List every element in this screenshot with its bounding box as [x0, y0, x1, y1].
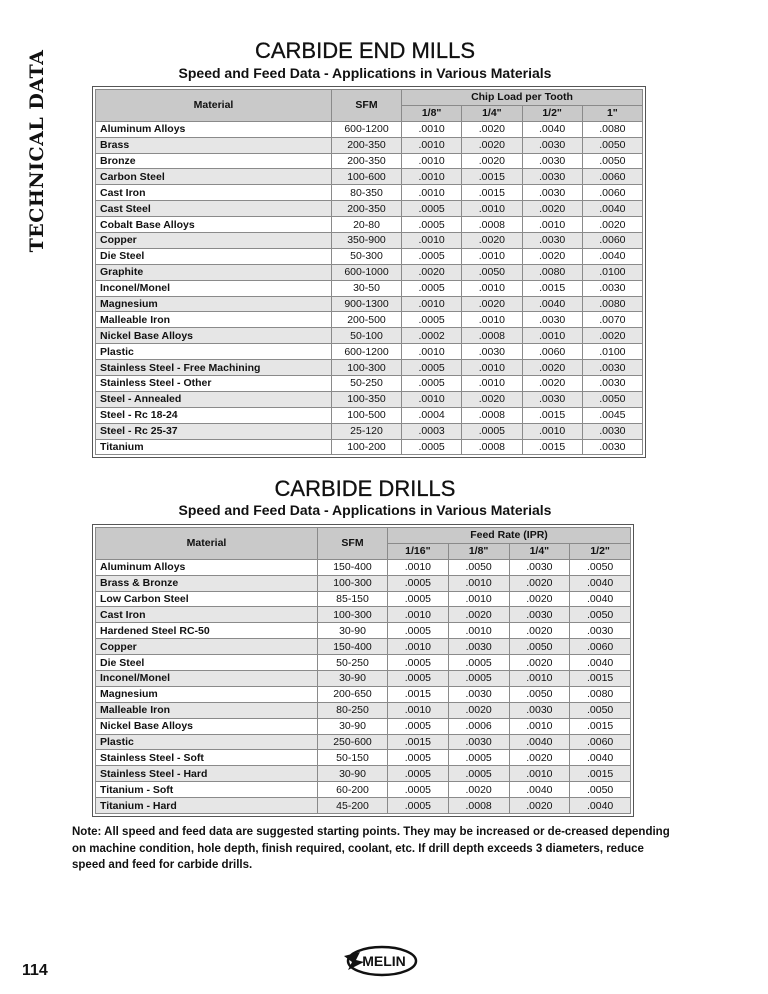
header-size: 1/8"	[448, 543, 509, 559]
material-cell: Magnesium	[96, 296, 332, 312]
value-cell: .0003	[402, 423, 462, 439]
table-row	[96, 185, 643, 201]
value-cell: .0005	[402, 360, 462, 376]
material-cell: Cast Iron	[96, 607, 318, 623]
value-cell: .0010	[388, 702, 449, 718]
table-row	[96, 376, 643, 392]
sfm-cell: 85-150	[318, 591, 388, 607]
value-cell: .0040	[509, 734, 570, 750]
value-cell: .0080	[570, 686, 631, 702]
value-cell: .0005	[388, 591, 449, 607]
value-cell: .0050	[582, 391, 642, 407]
table-row	[96, 423, 643, 439]
section-side-label: TECHNICAL DATA	[26, 49, 48, 253]
header-size: 1/4"	[462, 105, 522, 121]
value-cell: .0008	[462, 328, 522, 344]
value-cell: .0070	[582, 312, 642, 328]
value-cell: .0020	[509, 655, 570, 671]
sfm-cell: 30-90	[318, 623, 388, 639]
table-row	[96, 344, 643, 360]
material-cell: Inconel/Monel	[96, 671, 318, 687]
value-cell: .0050	[509, 639, 570, 655]
value-cell: .0060	[582, 185, 642, 201]
value-cell: .0010	[462, 248, 522, 264]
value-cell: .0030	[582, 280, 642, 296]
value-cell: .0030	[509, 607, 570, 623]
value-cell: .0030	[582, 423, 642, 439]
sfm-cell: 600-1000	[332, 264, 402, 280]
value-cell: .0040	[522, 121, 582, 137]
value-cell: .0015	[388, 686, 449, 702]
header-size: 1/8"	[402, 105, 462, 121]
material-cell: Cobalt Base Alloys	[96, 217, 332, 233]
value-cell: .0005	[388, 655, 449, 671]
material-cell: Malleable Iron	[96, 702, 318, 718]
material-cell: Carbon Steel	[96, 169, 332, 185]
value-cell: .0030	[582, 376, 642, 392]
sfm-cell: 45-200	[318, 798, 388, 814]
sfm-cell: 600-1200	[332, 121, 402, 137]
value-cell: .0040	[582, 201, 642, 217]
value-cell: .0030	[509, 702, 570, 718]
value-cell: .0010	[402, 153, 462, 169]
value-cell: .0015	[570, 718, 631, 734]
value-cell: .0010	[388, 607, 449, 623]
value-cell: .0006	[448, 718, 509, 734]
value-cell: .0008	[462, 439, 522, 455]
material-cell: Aluminum Alloys	[96, 559, 318, 575]
value-cell: .0050	[509, 686, 570, 702]
logo-text: MELIN	[362, 953, 406, 969]
sfm-cell: 150-400	[318, 639, 388, 655]
value-cell: .0010	[509, 718, 570, 734]
value-cell: .0060	[582, 233, 642, 249]
material-cell: Graphite	[96, 264, 332, 280]
value-cell: .0010	[448, 623, 509, 639]
value-cell: .0005	[448, 766, 509, 782]
material-cell: Low Carbon Steel	[96, 591, 318, 607]
value-cell: .0030	[509, 559, 570, 575]
value-cell: .0015	[522, 280, 582, 296]
material-cell: Steel - Annealed	[96, 391, 332, 407]
material-cell: Die Steel	[96, 655, 318, 671]
value-cell: .0020	[462, 391, 522, 407]
value-cell: .0020	[402, 264, 462, 280]
value-cell: .0020	[448, 607, 509, 623]
end-mills-subtitle: Speed and Feed Data - Applications in Various Materials	[178, 65, 552, 81]
value-cell: .0010	[402, 121, 462, 137]
value-cell: .0050	[448, 559, 509, 575]
material-cell: Brass & Bronze	[96, 575, 318, 591]
material-cell: Hardened Steel RC-50	[96, 623, 318, 639]
table-row	[96, 798, 631, 814]
value-cell: .0020	[448, 702, 509, 718]
material-cell: Nickel Base Alloys	[96, 328, 332, 344]
value-cell: .0080	[582, 296, 642, 312]
value-cell: .0010	[448, 575, 509, 591]
page-number: 114	[22, 962, 48, 979]
value-cell: .0030	[522, 185, 582, 201]
value-cell: .0100	[582, 264, 642, 280]
value-cell: .0010	[402, 169, 462, 185]
table-row	[96, 312, 643, 328]
value-cell: .0020	[462, 233, 522, 249]
value-cell: .0005	[448, 750, 509, 766]
table-row	[96, 280, 643, 296]
material-cell: Stainless Steel - Soft	[96, 750, 318, 766]
table-row	[96, 575, 631, 591]
table-row	[96, 766, 631, 782]
sfm-cell: 30-50	[332, 280, 402, 296]
value-cell: .0040	[570, 591, 631, 607]
value-cell: .0040	[570, 575, 631, 591]
value-cell: .0050	[570, 559, 631, 575]
value-cell: .0005	[388, 718, 449, 734]
table-row	[96, 559, 631, 575]
material-cell: Cast Iron	[96, 185, 332, 201]
header-feed-rate: Feed Rate (IPR)	[388, 528, 631, 544]
value-cell: .0010	[522, 217, 582, 233]
sfm-cell: 60-200	[318, 782, 388, 798]
value-cell: .0030	[448, 734, 509, 750]
value-cell: .0030	[448, 639, 509, 655]
value-cell: .0020	[582, 328, 642, 344]
table-row	[96, 750, 631, 766]
value-cell: .0015	[522, 407, 582, 423]
drills-table	[92, 524, 634, 817]
material-cell: Stainless Steel - Free Machining	[96, 360, 332, 376]
value-cell: .0020	[509, 591, 570, 607]
sfm-cell: 100-300	[318, 607, 388, 623]
header-size: 1/4"	[509, 543, 570, 559]
company-logo	[340, 940, 420, 982]
material-cell: Titanium - Soft	[96, 782, 318, 798]
material-cell: Titanium	[96, 439, 332, 455]
value-cell: .0005	[388, 798, 449, 814]
value-cell: .0015	[522, 439, 582, 455]
sfm-cell: 50-300	[332, 248, 402, 264]
value-cell: .0020	[582, 217, 642, 233]
table-row	[96, 391, 643, 407]
end-mills-table	[92, 86, 646, 458]
value-cell: .0040	[522, 296, 582, 312]
value-cell: .0005	[388, 671, 449, 687]
value-cell: .0020	[462, 121, 522, 137]
sfm-cell: 25-120	[332, 423, 402, 439]
table-row	[96, 702, 631, 718]
value-cell: .0005	[388, 766, 449, 782]
value-cell: .0030	[522, 153, 582, 169]
value-cell: .0010	[402, 391, 462, 407]
value-cell: .0005	[402, 376, 462, 392]
value-cell: .0015	[462, 169, 522, 185]
value-cell: .0050	[570, 782, 631, 798]
header-size: 1"	[582, 105, 642, 121]
value-cell: .0015	[570, 766, 631, 782]
sfm-cell: 80-250	[318, 702, 388, 718]
value-cell: .0005	[448, 671, 509, 687]
value-cell: .0008	[462, 407, 522, 423]
sfm-cell: 30-90	[318, 718, 388, 734]
sfm-cell: 200-650	[318, 686, 388, 702]
value-cell: .0030	[582, 360, 642, 376]
value-cell: .0045	[582, 407, 642, 423]
value-cell: .0050	[462, 264, 522, 280]
value-cell: .0005	[402, 312, 462, 328]
value-cell: .0010	[402, 296, 462, 312]
material-cell: Die Steel	[96, 248, 332, 264]
sfm-cell: 100-300	[318, 575, 388, 591]
table-row	[96, 607, 631, 623]
value-cell: .0015	[570, 671, 631, 687]
value-cell: .0060	[522, 344, 582, 360]
sfm-cell: 600-1200	[332, 344, 402, 360]
value-cell: .0004	[402, 407, 462, 423]
value-cell: .0005	[448, 655, 509, 671]
sfm-cell: 350-900	[332, 233, 402, 249]
value-cell: .0020	[522, 248, 582, 264]
sfm-cell: 100-500	[332, 407, 402, 423]
value-cell: .0060	[570, 734, 631, 750]
material-cell: Inconel/Monel	[96, 280, 332, 296]
sfm-cell: 50-250	[332, 376, 402, 392]
material-cell: Stainless Steel - Other	[96, 376, 332, 392]
value-cell: .0015	[388, 734, 449, 750]
sfm-cell: 30-90	[318, 671, 388, 687]
header-chip-load: Chip Load per Tooth	[402, 90, 643, 106]
table-row	[96, 655, 631, 671]
value-cell: .0010	[462, 201, 522, 217]
table-row	[96, 248, 643, 264]
value-cell: .0010	[509, 766, 570, 782]
value-cell: .0030	[462, 344, 522, 360]
sfm-cell: 30-90	[318, 766, 388, 782]
table-row	[96, 233, 643, 249]
table-row	[96, 137, 643, 153]
value-cell: .0010	[522, 328, 582, 344]
sfm-cell: 80-350	[332, 185, 402, 201]
value-cell: .0008	[462, 217, 522, 233]
value-cell: .0010	[522, 423, 582, 439]
material-cell: Copper	[96, 233, 332, 249]
table-row	[96, 782, 631, 798]
footnote: Note: All speed and feed data are suggested starting points. They may be increased or de-creased depending on machine condition, hole depth, finish required, coolant, etc. If drill depth exceeds 3 diameters, reduce speed and feed for carbide drills.	[72, 826, 670, 871]
sfm-cell: 900-1300	[332, 296, 402, 312]
drills-subtitle: Speed and Feed Data - Applications in Various Materials	[178, 502, 552, 518]
material-cell: Nickel Base Alloys	[96, 718, 318, 734]
value-cell: .0040	[509, 782, 570, 798]
material-cell: Malleable Iron	[96, 312, 332, 328]
value-cell: .0020	[462, 296, 522, 312]
material-cell: Cast Steel	[96, 201, 332, 217]
table-row	[96, 153, 643, 169]
material-cell: Magnesium	[96, 686, 318, 702]
table-row	[96, 439, 643, 455]
value-cell: .0030	[522, 312, 582, 328]
value-cell: .0060	[570, 639, 631, 655]
table-row	[96, 407, 643, 423]
header-material: Material	[96, 90, 332, 122]
value-cell: .0010	[462, 376, 522, 392]
sfm-cell: 100-300	[332, 360, 402, 376]
table-row	[96, 686, 631, 702]
value-cell: .0050	[582, 153, 642, 169]
table-row	[96, 201, 643, 217]
sfm-cell: 200-350	[332, 153, 402, 169]
value-cell: .0040	[570, 655, 631, 671]
value-cell: .0002	[402, 328, 462, 344]
table-row	[96, 360, 643, 376]
table-row	[96, 591, 631, 607]
value-cell: .0040	[582, 248, 642, 264]
value-cell: .0010	[388, 559, 449, 575]
material-cell: Brass	[96, 137, 332, 153]
value-cell: .0060	[582, 169, 642, 185]
material-cell: Titanium - Hard	[96, 798, 318, 814]
material-cell: Steel - Rc 25-37	[96, 423, 332, 439]
sfm-cell: 200-350	[332, 137, 402, 153]
value-cell: .0015	[462, 185, 522, 201]
value-cell: .0010	[448, 591, 509, 607]
sfm-cell: 50-250	[318, 655, 388, 671]
material-cell: Copper	[96, 639, 318, 655]
value-cell: .0005	[402, 217, 462, 233]
value-cell: .0010	[402, 233, 462, 249]
value-cell: .0010	[388, 639, 449, 655]
header-sfm: SFM	[332, 90, 402, 122]
material-cell: Plastic	[96, 734, 318, 750]
value-cell: .0010	[402, 185, 462, 201]
value-cell: .0010	[402, 344, 462, 360]
table-row	[96, 328, 643, 344]
material-cell: Stainless Steel - Hard	[96, 766, 318, 782]
material-cell: Steel - Rc 18-24	[96, 407, 332, 423]
header-material: Material	[96, 528, 318, 560]
table-row	[96, 296, 643, 312]
value-cell: .0030	[582, 439, 642, 455]
end-mills-title: CARBIDE END MILLS	[254, 38, 476, 63]
drills-title: CARBIDE DRILLS	[274, 476, 456, 501]
value-cell: .0020	[509, 575, 570, 591]
value-cell: .0005	[402, 280, 462, 296]
value-cell: .0020	[522, 376, 582, 392]
value-cell: .0050	[570, 607, 631, 623]
value-cell: .0030	[522, 391, 582, 407]
value-cell: .0010	[462, 312, 522, 328]
sfm-cell: 20-80	[332, 217, 402, 233]
value-cell: .0050	[570, 702, 631, 718]
sfm-cell: 50-150	[318, 750, 388, 766]
material-cell: Bronze	[96, 153, 332, 169]
sfm-cell: 100-600	[332, 169, 402, 185]
value-cell: .0005	[462, 423, 522, 439]
value-cell: .0005	[388, 623, 449, 639]
value-cell: .0005	[402, 201, 462, 217]
value-cell: .0005	[388, 750, 449, 766]
value-cell: .0005	[388, 575, 449, 591]
table-row	[96, 121, 643, 137]
value-cell: .0010	[462, 360, 522, 376]
table-row	[96, 623, 631, 639]
value-cell: .0020	[522, 201, 582, 217]
value-cell: .0030	[570, 623, 631, 639]
value-cell: .0020	[448, 782, 509, 798]
value-cell: .0020	[462, 137, 522, 153]
table-row	[96, 718, 631, 734]
value-cell: .0050	[582, 137, 642, 153]
material-cell: Aluminum Alloys	[96, 121, 332, 137]
value-cell: .0020	[509, 623, 570, 639]
table-row	[96, 639, 631, 655]
value-cell: .0020	[522, 360, 582, 376]
sfm-cell: 150-400	[318, 559, 388, 575]
value-cell: .0020	[509, 798, 570, 814]
value-cell: .0030	[522, 233, 582, 249]
sfm-cell: 200-350	[332, 201, 402, 217]
value-cell: .0020	[462, 153, 522, 169]
value-cell: .0010	[509, 671, 570, 687]
value-cell: .0008	[448, 798, 509, 814]
value-cell: .0030	[522, 137, 582, 153]
table-row	[96, 169, 643, 185]
sfm-cell: 50-100	[332, 328, 402, 344]
value-cell: .0040	[570, 798, 631, 814]
sfm-cell: 100-200	[332, 439, 402, 455]
value-cell: .0020	[509, 750, 570, 766]
table-row	[96, 671, 631, 687]
header-sfm: SFM	[318, 528, 388, 560]
value-cell: .0080	[582, 121, 642, 137]
material-cell: Plastic	[96, 344, 332, 360]
value-cell: .0030	[448, 686, 509, 702]
value-cell: .0005	[402, 439, 462, 455]
sfm-cell: 100-350	[332, 391, 402, 407]
value-cell: .0005	[388, 782, 449, 798]
value-cell: .0005	[402, 248, 462, 264]
sfm-cell: 250-600	[318, 734, 388, 750]
table-row	[96, 734, 631, 750]
header-size: 1/16"	[388, 543, 449, 559]
table-row	[96, 217, 643, 233]
value-cell: .0080	[522, 264, 582, 280]
table-row	[96, 264, 643, 280]
value-cell: .0100	[582, 344, 642, 360]
header-size: 1/2"	[522, 105, 582, 121]
value-cell: .0040	[570, 750, 631, 766]
value-cell: .0010	[402, 137, 462, 153]
melin-logo-icon	[340, 940, 420, 982]
sfm-cell: 200-500	[332, 312, 402, 328]
value-cell: .0010	[462, 280, 522, 296]
value-cell: .0030	[522, 169, 582, 185]
header-size: 1/2"	[570, 543, 631, 559]
